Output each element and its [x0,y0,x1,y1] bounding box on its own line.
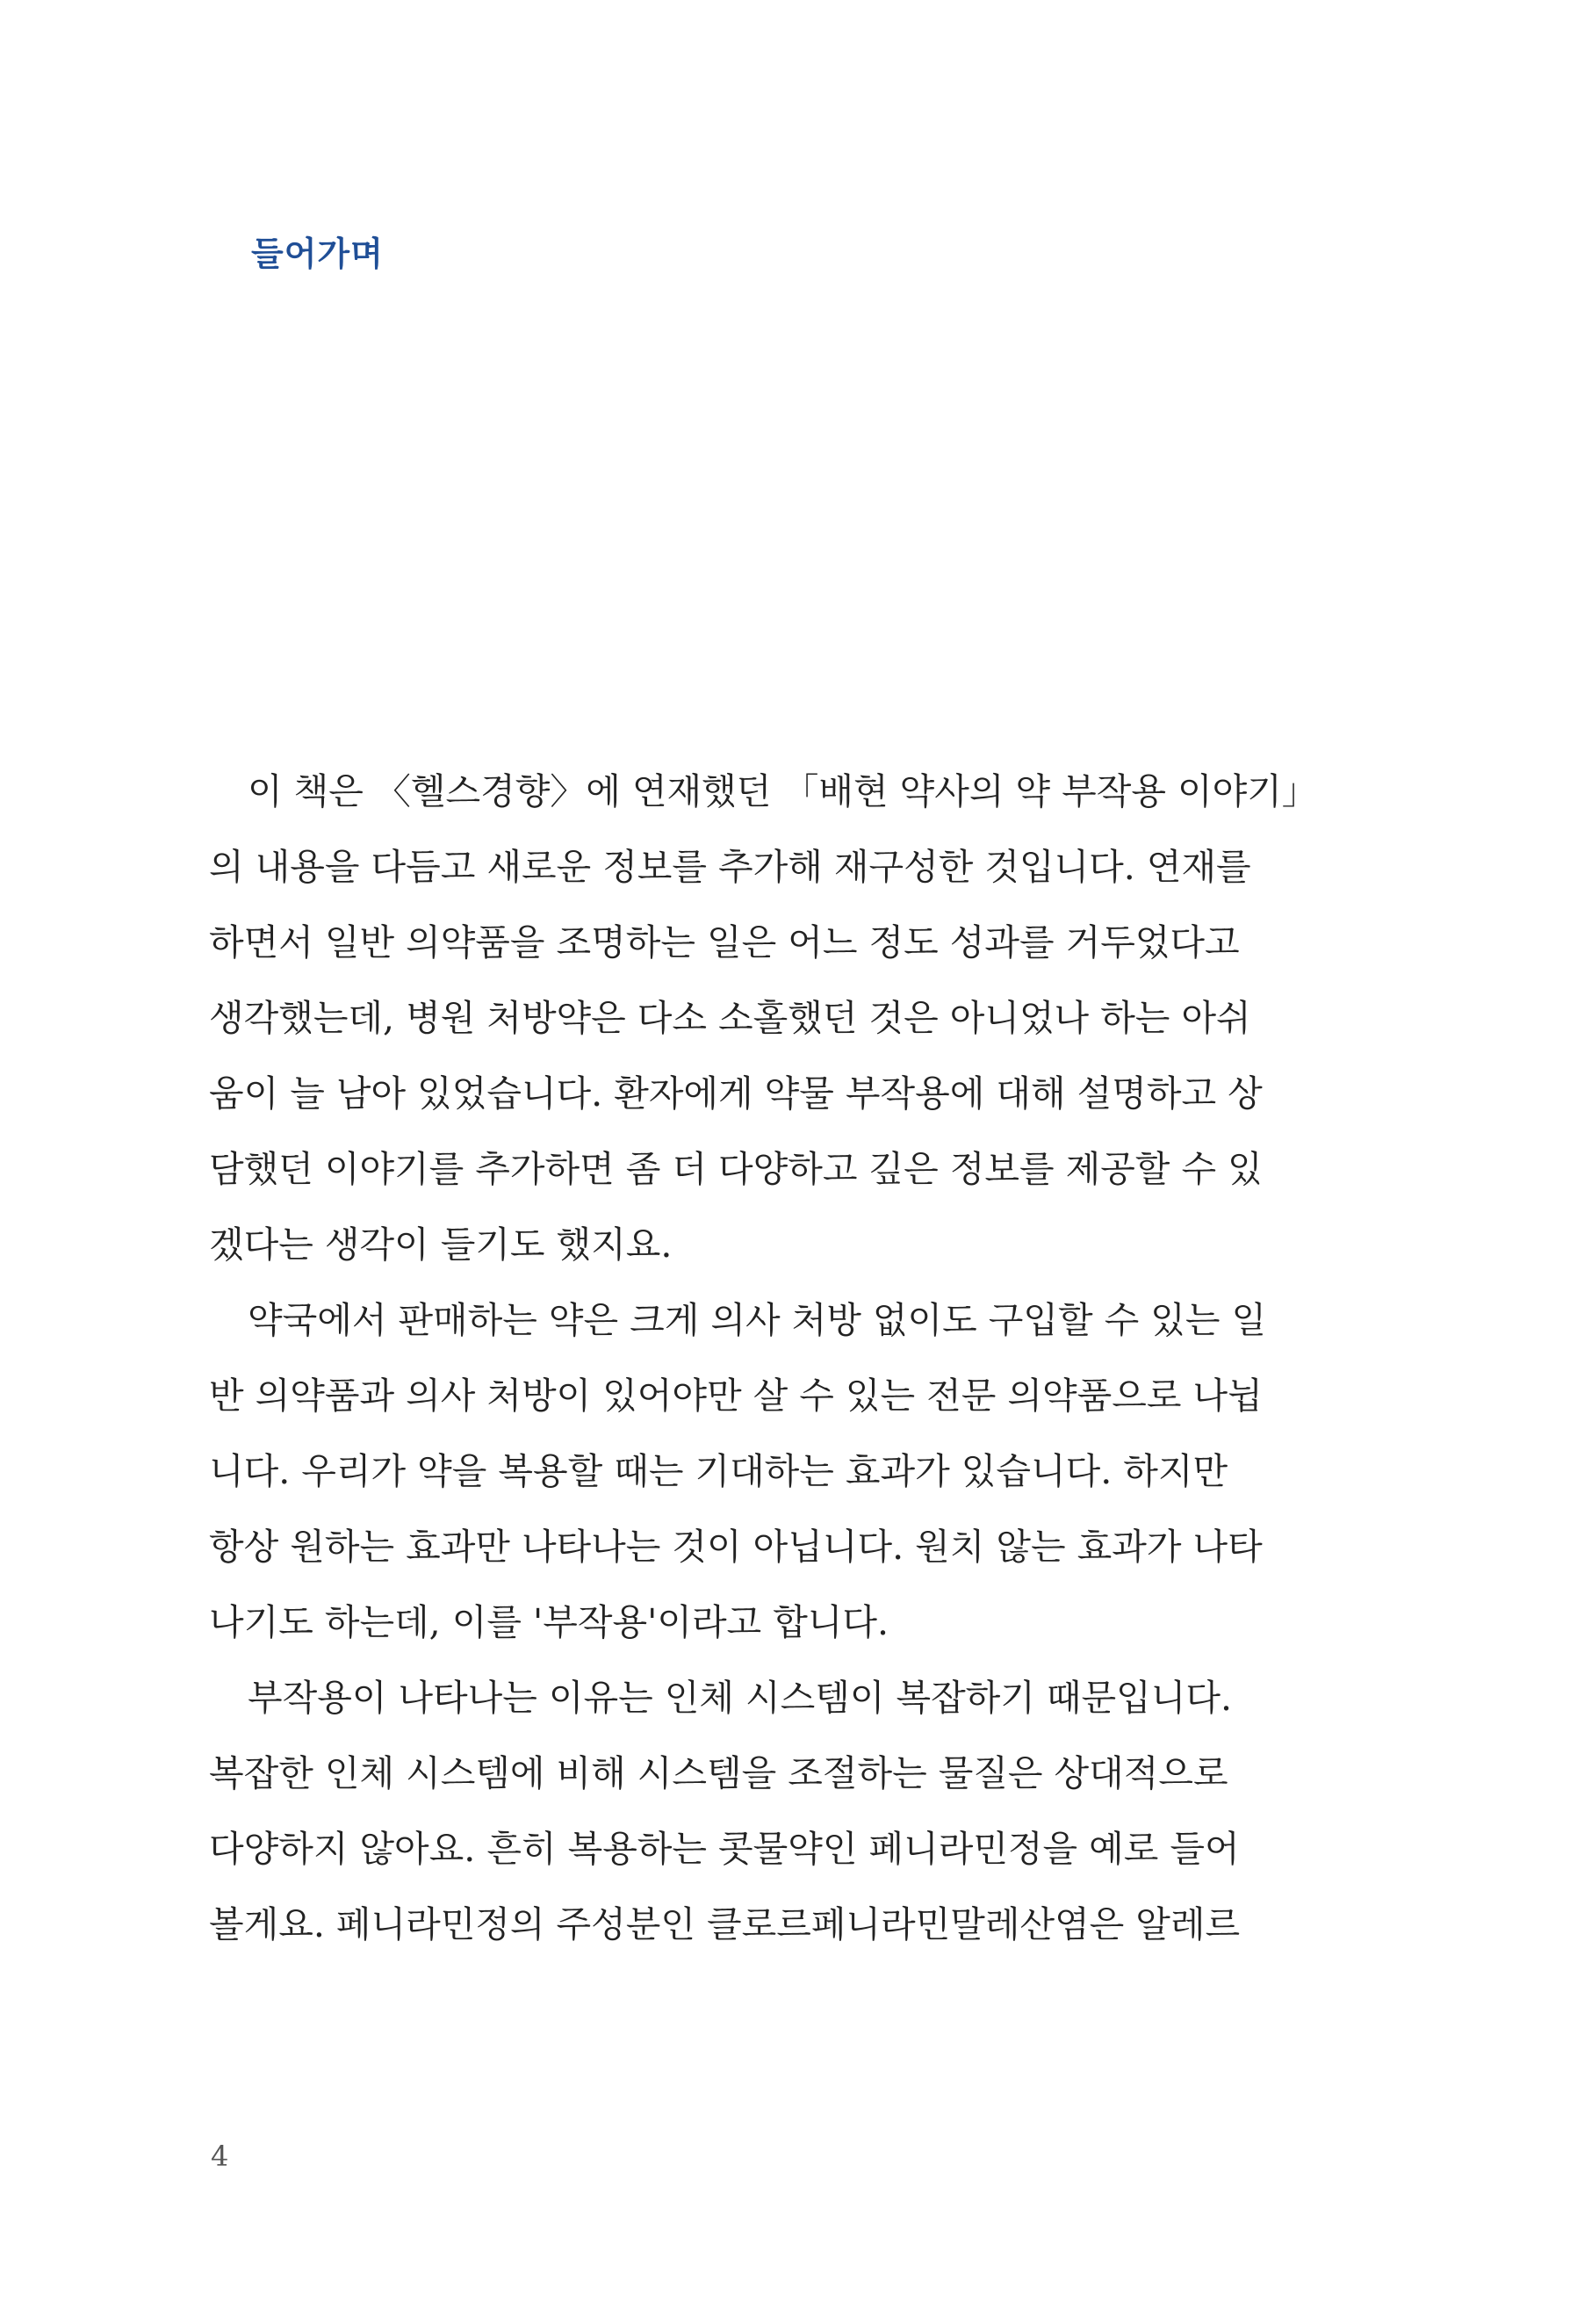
text-line: 항상 원하는 효과만 나타나는 것이 아닙니다. 원치 않는 효과가 나타 [209,1526,1263,1568]
text-line: 하면서 일반 의약품을 조명하는 일은 어느 정도 성과를 거두었다고 [209,921,1240,964]
text-line: 약국에서 판매하는 약은 크게 의사 처방 없이도 구입할 수 있는 일 [248,1299,1267,1341]
text-line: 부작용이 나타나는 이유는 인체 시스템이 복잡하기 때문입니다. [248,1677,1232,1719]
page-number: 4 [211,2140,229,2173]
text-line: 이 책은 〈헬스경향〉에 연재했던 「배현 약사의 약 부작용 이야기」 [248,770,1318,812]
text-line: 담했던 이야기를 추가하면 좀 더 다양하고 깊은 정보를 제공할 수 있 [209,1148,1263,1190]
text-line: 움이 늘 남아 있었습니다. 환자에게 약물 부작용에 대해 설명하고 상 [209,1072,1263,1115]
chapter-heading: 들어가며 [251,235,384,273]
text-line: 니다. 우리가 약을 복용할 때는 기대하는 효과가 있습니다. 하지만 [209,1450,1228,1492]
body-text [209,754,1318,1962]
text-line: 반 의약품과 의사 처방이 있어야만 살 수 있는 전문 의약품으로 나뉩 [209,1375,1263,1417]
text-line: 다양하지 않아요. 흔히 복용하는 콧물약인 페니라민정을 예로 들어 [209,1828,1240,1870]
text-line: 생각했는데, 병원 처방약은 다소 소홀했던 것은 아니었나 하는 아쉬 [209,997,1251,1039]
text-line: 의 내용을 다듬고 새로운 정보를 추가해 재구성한 것입니다. 연재를 [209,846,1251,888]
text-line: 겠다는 생각이 들기도 했지요. [209,1223,673,1266]
text-line: 볼게요. 페니라민정의 주성분인 클로르페니라민말레산염은 알레르 [209,1903,1241,1945]
text-line: 복잡한 인체 시스템에 비해 시스템을 조절하는 물질은 상대적으로 [209,1752,1228,1794]
text-line: 나기도 하는데, 이를 '부작용'이라고 합니다. [209,1601,889,1643]
